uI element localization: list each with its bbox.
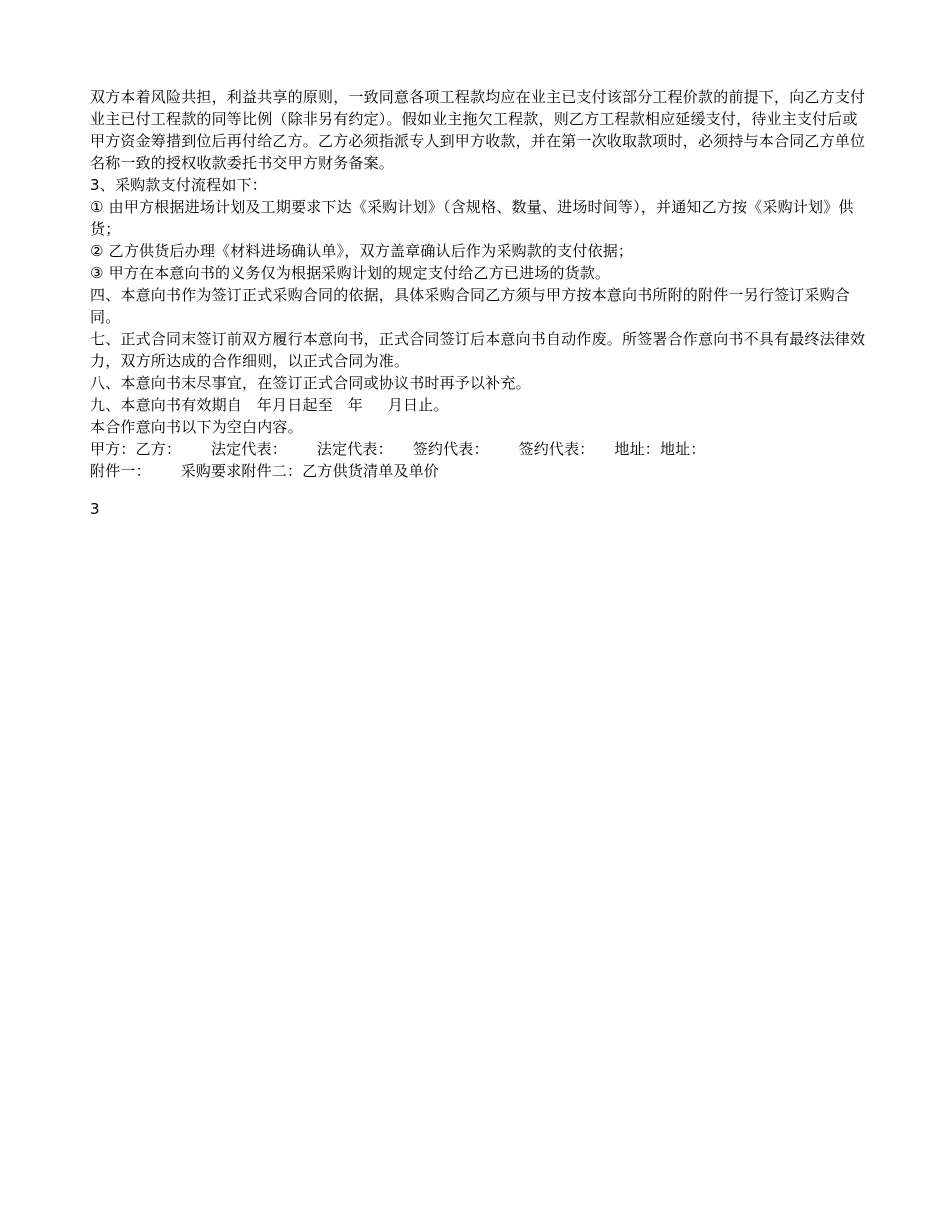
paragraph-payment-terms: 双方本着风险共担，利益共享的原则，一致同意各项工程款均应在业主已支付该部分工程价款的前提下，向乙方支付业主已付工程款的同等比例（除非另有约定）。假如业主拖欠工程款，则乙方工程款相应延缓支付，待业主支付后或甲方资金筹措到位后再付给乙方。乙方必须指派专人到甲方收款，并在第一次收取款项时，必须持与本合同乙方单位名称一致的授权收款委托书交甲方财务备案。 <box>90 88 866 172</box>
page-number: 3 <box>90 500 100 518</box>
paragraph-step-1: ① 由甲方根据进场计划及工期要求下达《采购计划》（含规格、数量、进场时间等），并通知乙方按《采购计划》供货； <box>90 198 854 238</box>
paragraph-step-2: ② 乙方供货后办理《材料进场确认单》，双方盖章确认后作为采购款的支付依据； <box>90 242 634 260</box>
spacer <box>90 482 870 498</box>
paragraph-blank-notice: 本合作意向书以下为空白内容。 <box>90 418 303 436</box>
paragraph-clause-9: 九、本意向书有效期自 年月日起至 年 月日止。 <box>90 396 449 414</box>
document-page <box>90 86 870 520</box>
paragraph-attachments: 附件一： 采购要求附件二：乙方供货清单及单价 <box>90 462 440 480</box>
paragraph-payment-process-heading: 3、采购款支付流程如下： <box>90 176 267 194</box>
paragraph-clause-7: 七、正式合同末签订前双方履行本意向书，正式合同签订后本意向书自动作废。所签署合作意向书不具有最终法律效力，双方所达成的合作细则，以正式合同为准。 <box>90 330 866 370</box>
paragraph-signature-fields: 甲方：乙方： 法定代表： 法定代表： 签约代表： 签约代表： 地址：地址： <box>90 440 706 458</box>
paragraph-step-3: ③ 甲方在本意向书的义务仅为根据采购计划的规定支付给乙方已进场的货款。 <box>90 264 611 282</box>
paragraph-clause-8: 八、本意向书末尽事宜，在签订正式合同或协议书时再予以补充。 <box>90 374 531 392</box>
paragraph-clause-4: 四、本意向书作为签订正式采购合同的依据，具体采购合同乙方须与甲方按本意向书所附的附件一另行签订采购合同。 <box>90 286 851 326</box>
